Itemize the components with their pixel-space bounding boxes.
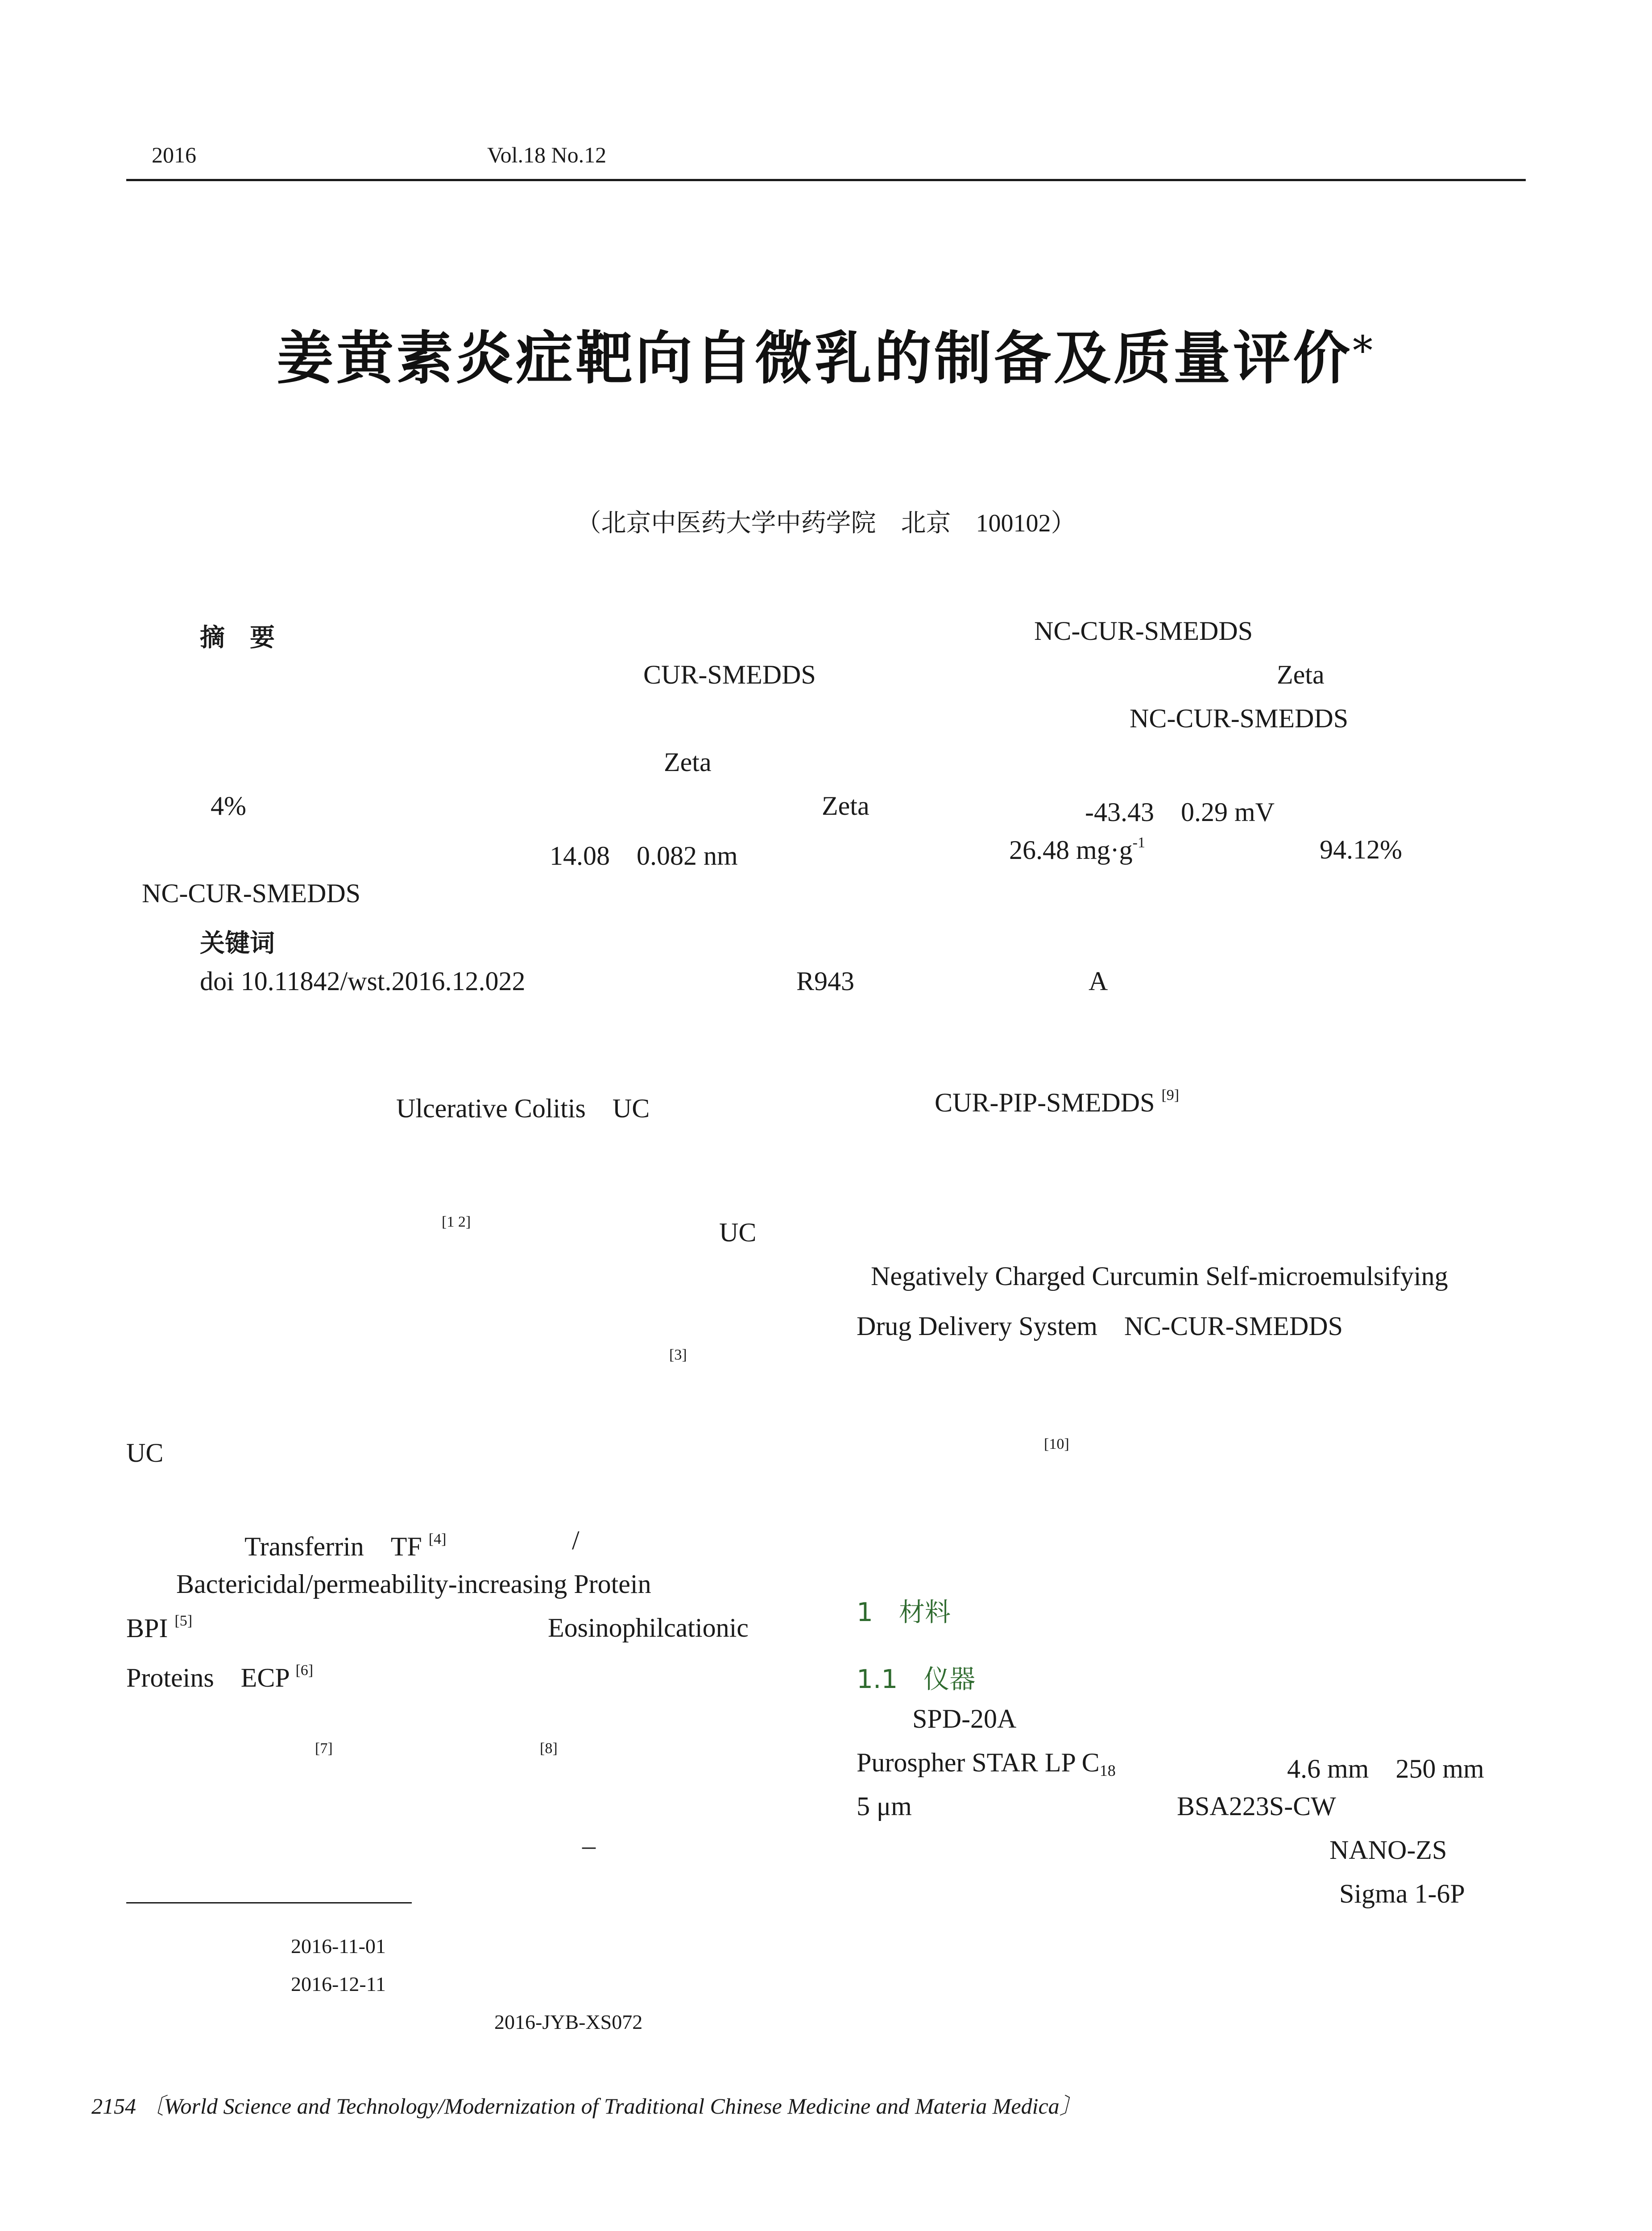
uc-term-2: UC xyxy=(719,1218,757,1247)
ref-4: [4] xyxy=(428,1531,447,1547)
document-code: A xyxy=(1089,966,1108,996)
affiliation: （北京中医药大学中药学院 北京 100102） xyxy=(576,510,1076,537)
header-rule xyxy=(126,179,1526,181)
nc-full-line-2: Drug Delivery System NC-CUR-SMEDDS xyxy=(857,1311,1343,1341)
ref-10: [10] xyxy=(1044,1436,1069,1452)
abstract-term-3: NC-CUR-SMEDDS xyxy=(1130,704,1349,733)
instrument-column xyxy=(857,1747,1116,1780)
abstract-zeta-2: Zeta xyxy=(664,747,712,777)
instrument-centrifuge: Sigma 1-6P xyxy=(1339,1879,1465,1908)
abstract-term-2: CUR-SMEDDS xyxy=(643,660,816,689)
nc-full-line-1: Negatively Charged Curcumin Self-microemulsifying xyxy=(871,1261,1448,1291)
drug-load-value: 26.48 mg·g xyxy=(1009,835,1133,865)
abstract-particle-size: 14.08 0.082 nm xyxy=(550,841,738,871)
abstract-term-4: NC-CUR-SMEDDS xyxy=(142,879,361,908)
column-name: Purospher STAR LP C xyxy=(857,1748,1100,1777)
uc-term-3: UC xyxy=(126,1438,164,1468)
column-sub: 18 xyxy=(1099,1762,1116,1779)
clc-number: R943 xyxy=(796,966,855,996)
dash: – xyxy=(582,1831,596,1860)
revised-date: 2016-12-11 xyxy=(291,1973,386,1995)
column-particle: 5 μm xyxy=(857,1791,912,1821)
page-number: 2154 xyxy=(91,2094,136,2119)
abstract-zeta-1: Zeta xyxy=(1277,660,1325,689)
ecp-text: Proteins ECP xyxy=(126,1663,289,1692)
transferrin-term xyxy=(244,1525,446,1563)
ref-5: [5] xyxy=(174,1613,193,1629)
title-mark: * xyxy=(1353,328,1375,374)
abstract-zeta-value: -43.43 0.29 mV xyxy=(1085,797,1275,827)
journal-name: 〔World Science and Technology/Modernization of Traditional Chinese Medicine and Materia Medica〕 xyxy=(141,2094,1082,2119)
ref-6: [6] xyxy=(295,1662,314,1679)
uc-term: Ulcerative Colitis UC xyxy=(396,1094,650,1123)
ecp-term xyxy=(126,1656,313,1695)
keywords-label: 关键词 xyxy=(200,929,275,958)
header-volume: Vol.18 No.12 xyxy=(487,142,607,167)
abstract-release-rate: 94.12% xyxy=(1320,835,1402,864)
ref-8: [8] xyxy=(540,1740,558,1757)
instrument-zetasizer: NANO-ZS xyxy=(1329,1835,1447,1865)
ref-3: [3] xyxy=(669,1347,687,1363)
article-title xyxy=(0,312,1652,394)
drug-load-unit-sup: -1 xyxy=(1132,834,1145,851)
abstract-label: 摘 要 xyxy=(200,623,275,652)
abstract-drug-load xyxy=(1009,834,1145,866)
pip-text: CUR-PIP-SMEDDS xyxy=(935,1088,1155,1117)
footnote-rule xyxy=(126,1902,412,1903)
ref-1-2: [1 2] xyxy=(442,1214,471,1230)
abstract-zeta-3: Zeta xyxy=(822,791,869,821)
slash: / xyxy=(572,1526,580,1555)
bpi-full-term: Bactericidal/permeability-increasing Protein xyxy=(176,1569,651,1599)
doi: doi 10.11842/wst.2016.12.022 xyxy=(200,966,526,996)
instrument-hplc: SPD-20A xyxy=(912,1704,1017,1733)
header-year: 2016 xyxy=(152,142,196,167)
column-dimensions: 4.6 mm 250 mm xyxy=(1287,1754,1484,1783)
abstract-term-1: NC-CUR-SMEDDS xyxy=(1034,616,1253,646)
ref-7: [7] xyxy=(315,1740,333,1757)
fund-number: 2016-JYB-XS072 xyxy=(494,2011,643,2033)
page-footer xyxy=(91,2088,1082,2120)
pip-term xyxy=(935,1087,1179,1118)
received-date: 2016-11-01 xyxy=(291,1935,386,1957)
instrument-balance: BSA223S-CW xyxy=(1177,1791,1336,1821)
section-1-heading: 1 材料 xyxy=(857,1597,951,1627)
bpi-text: BPI xyxy=(126,1613,168,1643)
bpi-term xyxy=(126,1613,192,1644)
ecp-full-term: Eosinophilcationic xyxy=(548,1613,749,1642)
title-text: 姜黄素炎症靶向自微乳的制备及质量评价 xyxy=(276,325,1353,392)
ref-9: [9] xyxy=(1161,1087,1180,1103)
section-1-1-heading: 1.1 仪器 xyxy=(857,1664,976,1694)
abstract-pct: 4% xyxy=(211,791,246,821)
transferrin-text: Transferrin TF xyxy=(244,1532,422,1561)
